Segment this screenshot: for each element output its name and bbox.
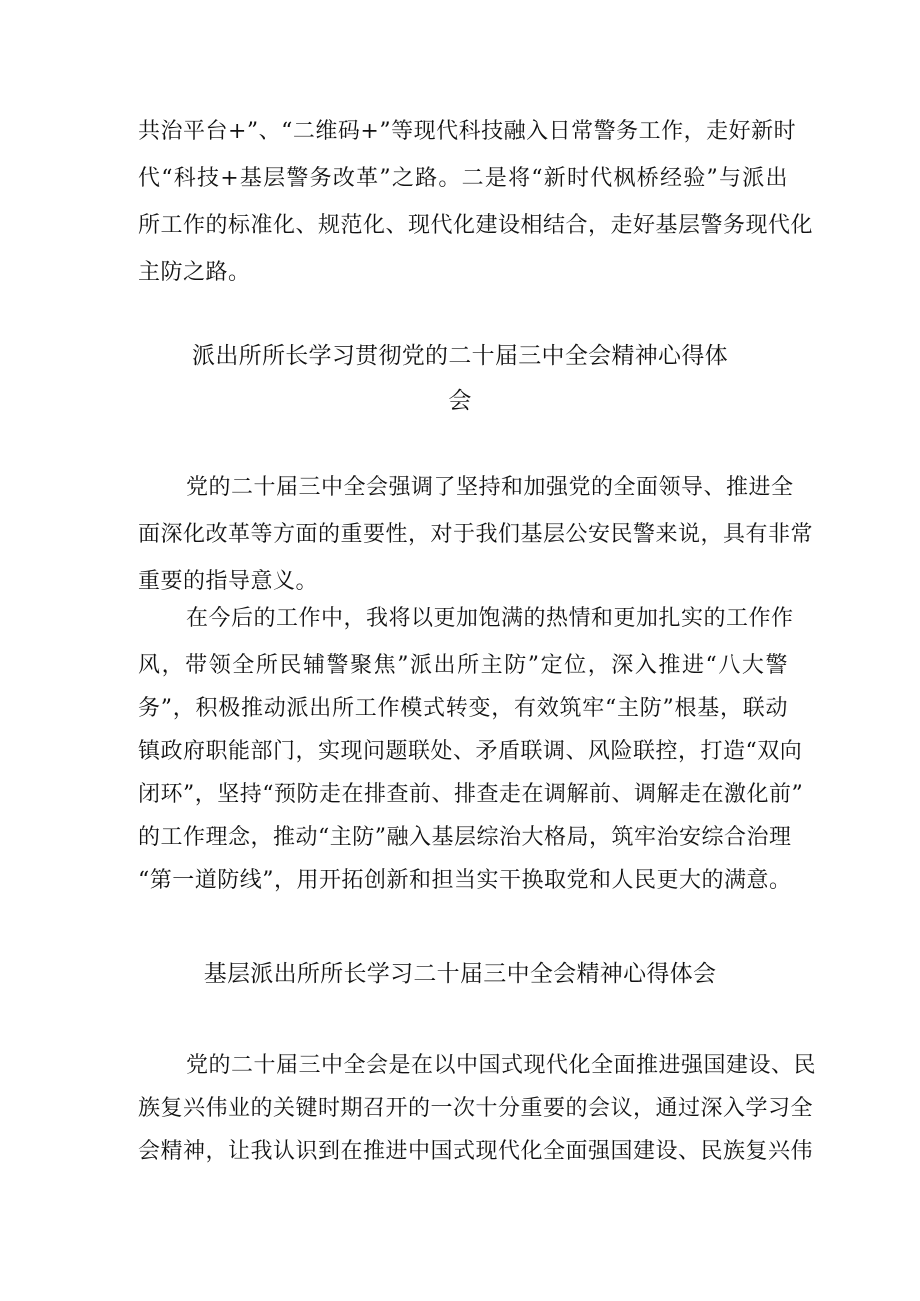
- article2-title: 基层派出所所长学习二十届三中全会精神心得体会: [203, 961, 717, 987]
- text-line: 代“科技+基层警务改革”之路。二是将“新时代枫桥经验”与派出: [138, 166, 788, 191]
- text-line: 务”，积极推动派出所工作模式转变，有效筑牢“主防”根基，联动: [138, 696, 788, 721]
- text-line: 族复兴伟业的关键时期召开的一次十分重要的会议，通过深入学习全: [138, 1096, 814, 1121]
- text-line: 面深化改革等方面的重要性，对于我们基层公安民警来说，具有非常: [138, 522, 814, 547]
- text-line: 闭环”，坚持“预防走在排查前、排查走在调解前、调解走在激化前”: [138, 782, 804, 807]
- text-line: 在今后的工作中，我将以更加饱满的热情和更加扎实的工作作: [186, 606, 794, 631]
- text-line: 党的二十届三中全会强调了坚持和加强党的全面领导、推进全: [186, 475, 794, 500]
- text-line: 共治平台+”、“二维码+”等现代科技融入日常警务工作，走好新时: [138, 119, 797, 144]
- text-line: 所工作的标准化、规范化、现代化建设相结合，走好基层警务现代化: [138, 213, 814, 238]
- article1-title-line1: 派出所所长学习贯彻党的二十届三中全会精神心得体: [192, 343, 728, 369]
- text-line: 会精神，让我认识到在推进中国式现代化全面强国建设、民族复兴伟: [138, 1139, 814, 1164]
- text-line: 风，带领全所民辅警聚焦”派出所主防”定位，深入推进“八大警: [138, 653, 788, 678]
- text-line: 主防之路。: [138, 260, 251, 285]
- text-line: “第一道防线”，用开拓创新和担当实干换取党和人民更大的满意。: [138, 868, 792, 893]
- text-line: 的工作理念，推动“主防”融入基层综治大格局，筑牢治安综合治理: [138, 825, 792, 850]
- text-line: 党的二十届三中全会是在以中国式现代化全面推进强国建设、民: [186, 1053, 817, 1078]
- text-line: 镇政府职能部门，实现问题联处、矛盾联调、风险联控，打造“双向: [138, 739, 803, 764]
- text-line: 重要的指导意义。: [138, 569, 319, 594]
- article1-title-line2: 会: [448, 388, 472, 414]
